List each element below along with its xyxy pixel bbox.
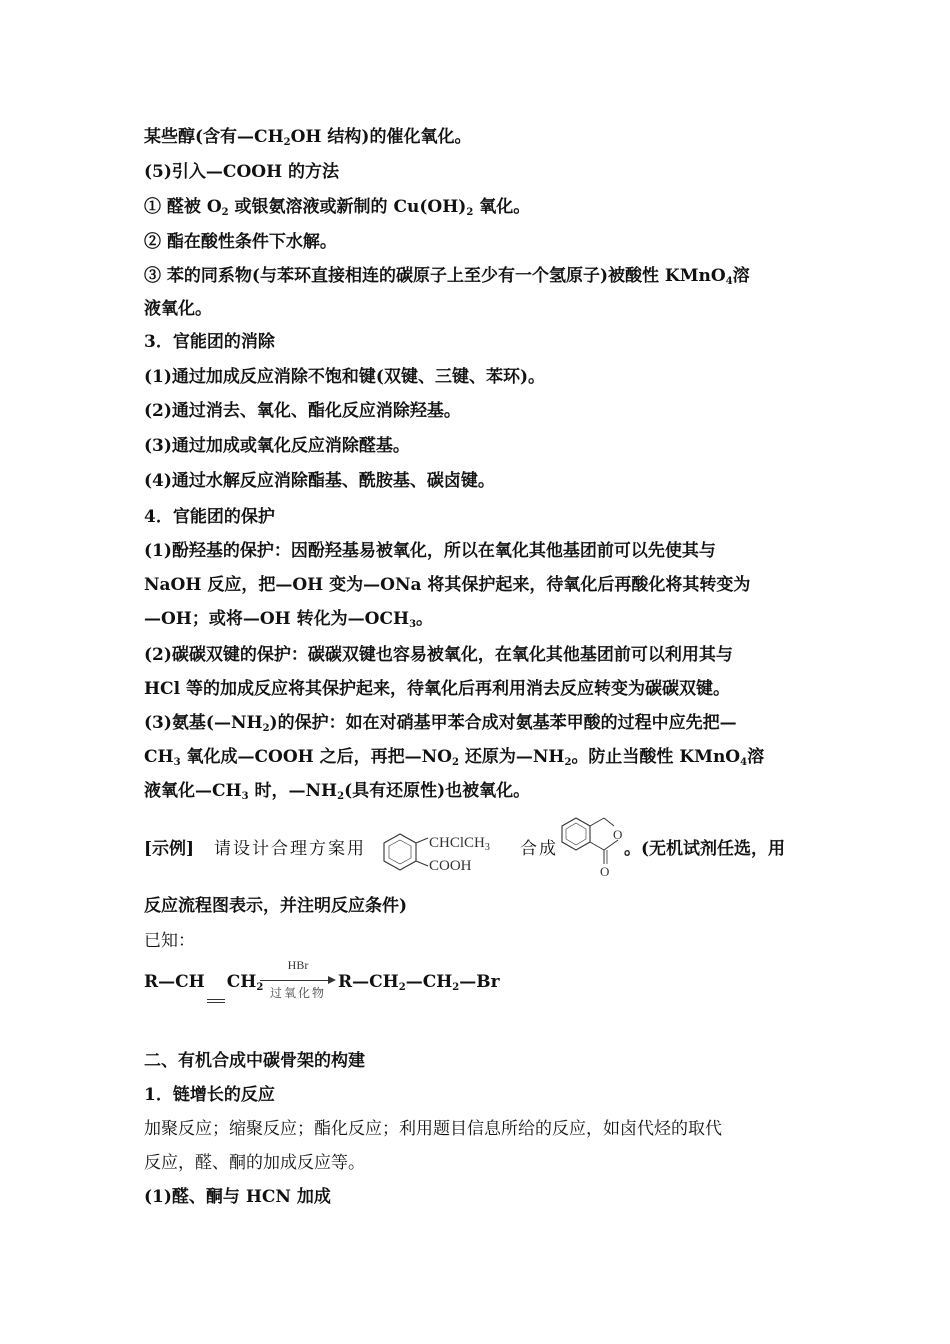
section-heading: 4．官能团的保护	[144, 507, 275, 527]
mol2-ring-oxygen: O	[613, 827, 623, 842]
example-text: 。(无机试剂任选，用	[624, 839, 786, 859]
section-heading: 3．官能团的消除	[144, 332, 275, 352]
text-line: $CH_3$ 氧化成—COOH 之后，再把$—NO_2$ 还原为$—NH_2$。防止当酸性 KMnO$_4$溶	[144, 747, 765, 768]
list-item: (3)通过加成或氧化反应消除醛基。	[144, 436, 410, 456]
list-item: (1)通过加成反应消除不饱和键(双键、三键、苯环)。	[144, 367, 546, 387]
text-line: HCl 等的加成反应将其保护起来，待氧化后再利用消去反应转变为碳碳双键。	[144, 679, 730, 699]
text-line: (3)氨基$(—NH_2)$的保护：如在对硝基甲苯合成对氨基苯甲酸的过程中应先把—	[144, 713, 737, 734]
text-line: (1)醛、酮与 HCN 加成	[144, 1187, 331, 1207]
list-item: (2)通过消去、氧化、酯化反应消除羟基。	[144, 401, 461, 421]
text-line: 某些醇(含有$—CH_2OH$ 结构)的催化氧化。	[144, 127, 472, 148]
text-line: 加聚反应；缩聚反应；酯化反应；利用题目信息所给的反应，如卤代烃的取代	[144, 1119, 722, 1139]
arrow-below-label: 过氧化物	[269, 986, 326, 1000]
text-line: (2)碳碳双键的保护：碳碳双键也容易被氧化，在氧化其他基团前可以利用其与	[144, 645, 733, 665]
section-heading: 1．链增长的反应	[144, 1085, 275, 1105]
known-label: 已知：	[144, 931, 195, 951]
mol1-bottom-label: COOH	[429, 858, 472, 874]
text-line: —OH；或将—OH 转化为$—OCH_3$。	[144, 609, 434, 630]
reaction-arrow	[260, 958, 336, 1004]
list-item: (4)通过水解反应消除酯基、酰胺基、碳卤键。	[144, 471, 495, 491]
text-line: (1)酚羟基的保护：因酚羟基易被氧化，所以在氧化其他基团前可以先使其与	[144, 541, 716, 561]
example-text: 合成	[520, 839, 558, 859]
molecule-1	[376, 830, 514, 880]
part-heading: 二、有机合成中碳骨架的构建	[144, 1051, 365, 1071]
text-line: 反应，醛、酮的加成反应等。	[144, 1153, 365, 1173]
text-line: 液氧化。	[144, 299, 212, 319]
text-line: NaOH 反应，把—OH 变为—ONa 将其保护起来，待氧化后再酸化将其转变为	[144, 575, 751, 595]
molecule-2	[558, 812, 628, 880]
example-label: [示例]	[144, 839, 195, 859]
text-line: ③ 苯的同系物(与苯环直接相连的碳原子上至少有一个氢原子)被酸性 KMnO$_4$溶	[144, 266, 750, 287]
text-line: ① 醛被 $O_2$ 或银氨溶液或新制的 $Cu(OH)_2$ 氧化。	[144, 197, 531, 218]
example-text: 反应流程图表示，并注明反应条件)	[144, 896, 408, 916]
example-text: 请设计合理方案用	[214, 839, 366, 859]
reaction-reactant: R—CH $CH_2$	[144, 971, 263, 993]
mol2-carbonyl-oxygen: O	[600, 864, 610, 879]
text-line: 液氧化$—CH_3$ 时，$—NH_2$(具有还原性)也被氧化。	[144, 781, 531, 802]
arrow-above-label: HBr	[287, 958, 309, 972]
text-line: (5)引入—COOH 的方法	[144, 162, 340, 182]
reaction-product: $R—CH_2—CH_2—Br$	[338, 972, 500, 993]
mol1-top-label: CHClCH$_3$	[429, 835, 490, 853]
text-line: ② 酯在酸性条件下水解。	[144, 232, 337, 252]
